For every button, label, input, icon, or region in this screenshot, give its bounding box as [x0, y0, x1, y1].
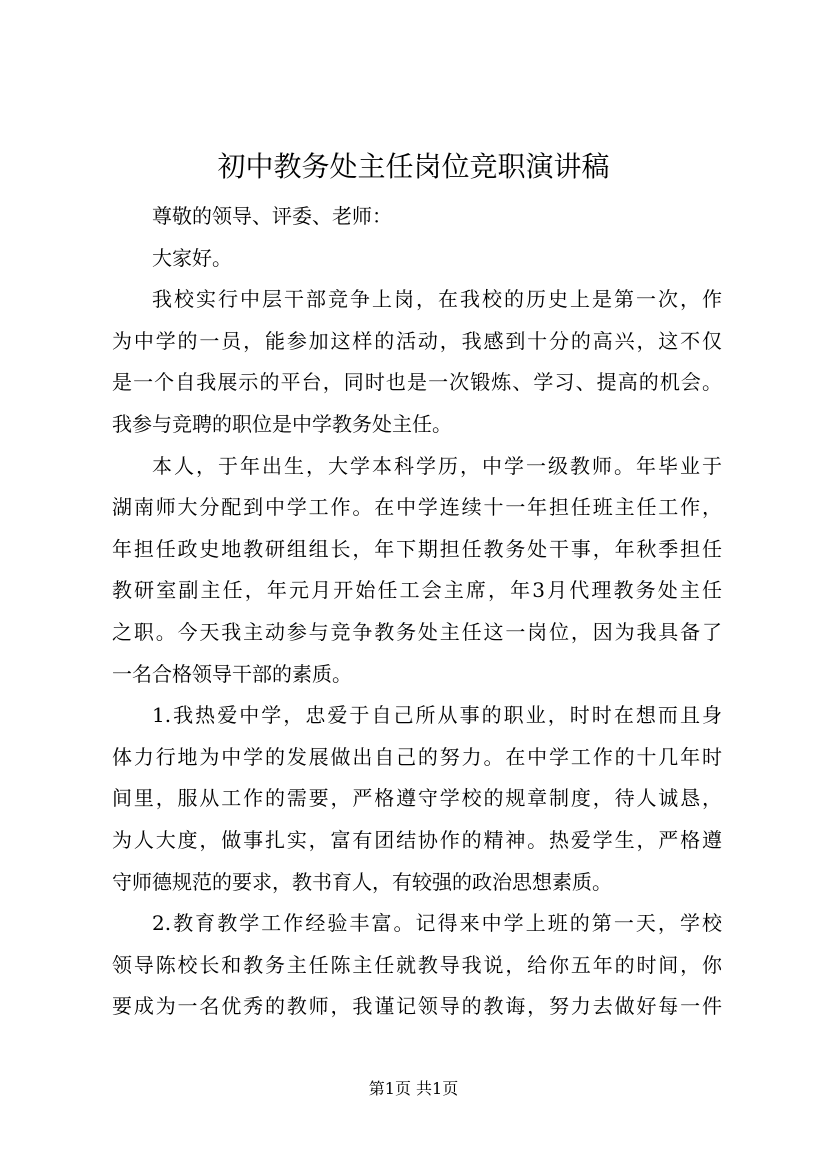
document-title: 初中教务处主任岗位竞职演讲稿 — [217, 150, 610, 183]
text-line: 大家好。 — [152, 245, 232, 270]
document-body — [112, 196, 722, 1028]
text-line: 我参与竞聘的职位是中学教务处主任。 — [112, 411, 452, 436]
text-line: 间里，服从工作的需要，严格遵守学校的规章制度，待人诚恳， — [112, 786, 722, 811]
text-line: 领导陈校长和教务主任陈主任就教导我说，给你五年的时间，你 — [112, 952, 722, 977]
text-line: 之职。今天我主动参与竞争教务处主任这一岗位，因为我具备了 — [112, 619, 722, 644]
page-footer: 第1页 共1页 — [368, 1079, 459, 1098]
text-line: 年担任政史地教研组组长，年下期担任教务处干事，年秋季担任 — [112, 536, 722, 561]
text-line: 湖南师大分配到中学工作。在中学连续十一年担任班主任工作， — [112, 495, 722, 520]
text-line: 教研室副主任，年元月开始任工会主席，年3月代理教务处主任 — [112, 578, 722, 603]
text-line: 守师德规范的要求，教书育人，有较强的政治思想素质。 — [112, 869, 612, 894]
text-line: 1.我热爱中学，忠爱于自己所从事的职业，时时在想而且身 — [152, 703, 722, 728]
text-line: 一名合格领导干部的素质。 — [112, 661, 352, 686]
text-line: 我校实行中层干部竞争上岗，在我校的历史上是第一次，作 — [152, 287, 722, 312]
text-line: 体力行地为中学的发展做出自己的努力。在中学工作的十几年时 — [112, 744, 722, 769]
text-line: 本人，于年出生，大学本科学历，中学一级教师。年毕业于 — [152, 453, 722, 478]
text-line: 为中学的一员，能参加这样的活动，我感到十分的高兴，这不仅 — [112, 328, 722, 353]
text-line: 要成为一名优秀的教师，我谨记领导的教诲，努力去做好每一件 — [112, 994, 722, 1019]
text-line: 2.教育教学工作经验丰富。记得来中学上班的第一天，学校 — [152, 911, 722, 936]
text-line: 尊敬的领导、评委、老师： — [152, 204, 392, 228]
text-line: 是一个自我展示的平台，同时也是一次锻炼、学习、提高的机会。 — [112, 370, 722, 395]
text-line: 为人大度，做事扎实，富有团结协作的精神。热爱学生，严格遵 — [112, 827, 722, 852]
